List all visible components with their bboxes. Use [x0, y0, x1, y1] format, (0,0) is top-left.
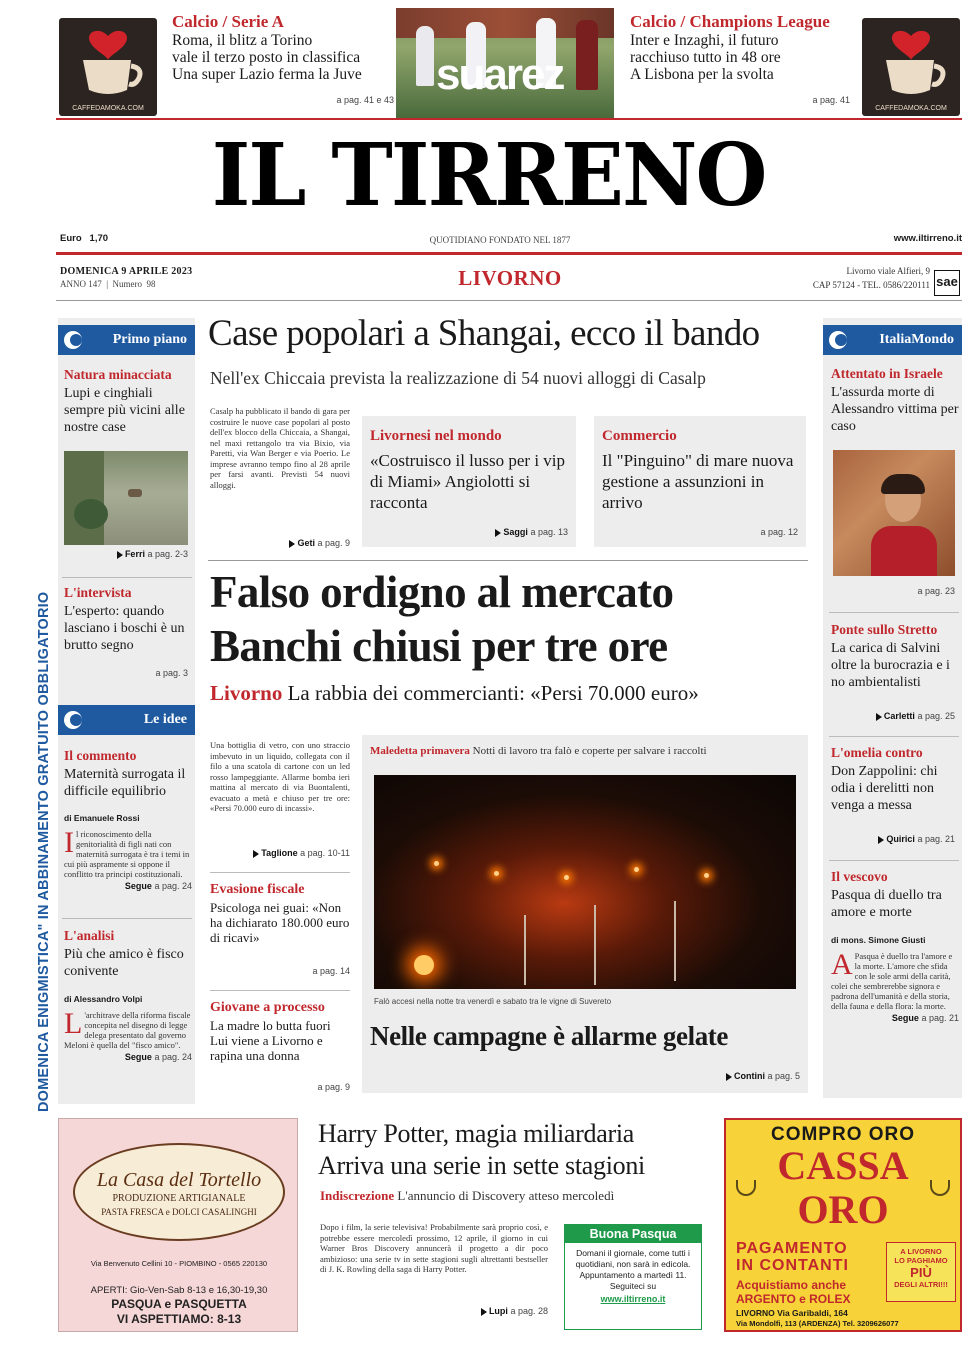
masthead-bottom-rule: [56, 300, 962, 301]
sport-story-right[interactable]: [630, 12, 850, 105]
divider: [829, 612, 959, 613]
box-livornesi[interactable]: [362, 416, 576, 547]
story-line: Inter e Inzaghi, il futuro: [630, 32, 779, 49]
ad-line: PRODUZIONE ARTIGIANALE: [112, 1193, 246, 1204]
right-story-ponte[interactable]: [831, 622, 959, 691]
story-text: «Costruisco il lusso per i vip di Miami» Angiolotti si racconta: [370, 451, 566, 512]
section-dot-icon: [64, 331, 82, 349]
page-ref: a pag. 23: [917, 586, 955, 596]
story-line: Una super Lazio ferma la Juve: [172, 66, 362, 83]
author: di Alessandro Volpi: [64, 994, 143, 1004]
logo-caption: CAFFEDAMOKA.COM: [72, 105, 144, 112]
page-ref: Ferri a pag. 2-3: [64, 549, 188, 559]
page-ref: a pag. 41 e 43: [336, 95, 394, 105]
story-kicker: L'analisi: [64, 928, 115, 943]
divider: [210, 872, 350, 873]
story-text: L'esperto: quando lasciano i boschi è un brutto segno: [64, 604, 185, 653]
portrait-photo: [833, 450, 955, 576]
section-dot-icon: [829, 331, 847, 349]
section-dot-icon: [64, 711, 82, 729]
address-2: CAP 57124 - TEL. 0586/220111: [812, 280, 930, 290]
story-text: Maternità surrogata il difficile equilibrio: [64, 767, 186, 799]
story-kicker: Il vescovo: [831, 869, 888, 884]
story-text: Più che amico è fisco conivente: [64, 947, 184, 979]
photo-caption: Falò accesi nella notte tra venerdì e sabato tra le vigne di Suvereto: [374, 997, 612, 1006]
photo-story-box[interactable]: [362, 735, 808, 1093]
page-ref: Quirici a pag. 21: [833, 834, 955, 844]
ad-hours: APERTI: Gio-Ven-Sab 8-13 e 16,30-19,30: [90, 1285, 268, 1296]
caffe-logo-left[interactable]: [59, 18, 157, 116]
sub-text: La rabbia dei commercianti: «Persi 70.000 euro»: [287, 681, 699, 705]
ad-casa-del-tortello[interactable]: [58, 1118, 298, 1332]
ad-address: Via Benvenuto Cellini 10 - PIOMBINO - 0565 220130: [90, 1259, 268, 1268]
tab-label: Primo piano: [112, 332, 187, 347]
story-line: A Lisbona per la svolta: [630, 66, 774, 83]
ad-line: PASTA FRESCA e DOLCI CASALINGHI: [101, 1207, 257, 1217]
box-commercio[interactable]: [594, 416, 806, 547]
ad-pay-1: PAGAMENTO: [736, 1240, 848, 1257]
story-line: racchiuso tutto in 48 ore: [630, 49, 781, 66]
ad-oval: [73, 1143, 285, 1241]
ad-address-2: Via Mondolfi, 113 (ARDENZA) Tel. 3209626077: [736, 1319, 899, 1328]
right-story-vescovo[interactable]: [831, 869, 959, 1023]
lead-subheadline: Nell'ex Chiccaia prevista la realizzazione di 54 nuovi alloggi di Casalp: [210, 368, 706, 388]
main-subheadline: [210, 680, 820, 706]
photo-kicker-line: Maledetta primavera Notti di lavoro tra falò e coperte per salvare i raccolti: [370, 745, 707, 757]
hp-body: Dopo i film, la serie televisiva! Probabilmente sarà proprio così, e potrebbe essere mercoledì prossimo, 12 aprile, il giorno in cui Warner Bros Discovery annuncerà il progetto a dir poco ambizioso: una serie tv in sette stagioni sugli altrettanti bestseller di J. K. Rowling della saga di Harry Potter.: [320, 1222, 548, 1274]
coffee-cup-icon: [862, 24, 960, 104]
story-processo[interactable]: [210, 1000, 350, 1063]
ad-title: La Casa del Tortello: [96, 1169, 262, 1191]
author: di mons. Simone Giusti: [831, 935, 926, 945]
logo-caption: CAFFEDAMOKA.COM: [875, 105, 947, 112]
vertical-promo-banner: DOMENICA ENIGMISTICA" IN ABBINAMENTO GRATUITO OBBLIGATORIO: [36, 591, 52, 1112]
story-kicker: Evasione fiscale: [210, 882, 305, 897]
tab-label: Le idee: [143, 712, 187, 727]
tab-italiamondo[interactable]: [823, 325, 962, 355]
story-kicker: Livornesi nel mondo: [370, 428, 502, 444]
story-kicker: Il commento: [64, 748, 137, 763]
photo-banner-text: suarez: [436, 50, 564, 99]
sport-story-left[interactable]: [172, 12, 394, 105]
left-story-intervista[interactable]: [64, 585, 192, 654]
story-text: Pasqua di duello tra amore e morte: [831, 888, 942, 920]
hp-subheadline: [320, 1188, 720, 1204]
page-ref: a pag. 3: [155, 668, 188, 678]
arrow-icon: [117, 551, 123, 559]
sub-text: L'annuncio di Discovery atteso mercoledì: [397, 1188, 615, 1203]
story-line: Roma, il blitz a Torino: [172, 32, 313, 49]
wolf-photo: [64, 451, 188, 545]
story-kicker: L'omelia contro: [831, 745, 923, 760]
website-link[interactable]: www.iltirreno.it: [893, 233, 962, 244]
ad-oro: ORO: [797, 1187, 889, 1232]
lead-headline[interactable]: Case popolari a Shangai, ecco il bando: [208, 313, 760, 354]
story-body: Il riconoscimento della genitorialità di figli nati con maternità surrogata è tra i temi in cui più aspramente si oppone il conflitto tra principi costituzionali.: [64, 826, 190, 879]
page-ref: a pag. 9: [317, 1082, 350, 1092]
ad-pay-2: IN CONTANTI: [736, 1257, 849, 1274]
box-link[interactable]: www.iltirreno.it: [600, 1294, 666, 1304]
top-strip: [56, 8, 962, 120]
left-story-analisi[interactable]: [64, 928, 192, 1062]
page-ref: a pag. 14: [312, 966, 350, 976]
hp-headline-2[interactable]: Arriva una serie in sette stagioni: [318, 1151, 645, 1180]
story-kicker: Commercio: [602, 428, 677, 444]
page-ref: Segue a pag. 21: [891, 1013, 959, 1023]
story-body: A Pasqua è duello tra l'amore e la morte. L'amore che sfida con le sole armi della carità, colei che sembrerebbe signora e padrona dell'umanità e della storia, della fauna e della flora: la morte.: [831, 948, 953, 1011]
main-body: Una bottiglia di vetro, con uno straccio imbevuto in un liquido, collegata con il filo a una scatola di cartone con un led rosso lampeggiante. Allarme bomba ieri mattina al mercato di via Buontalenti, evacuato a metà e chiuso per tre ore: «Persi 70.000 euro di incassi».: [210, 740, 350, 813]
ad-top: COMPRO ORO: [770, 1124, 916, 1145]
masthead-red-rule: [56, 252, 962, 255]
divider: [829, 736, 959, 737]
page-ref: Segue a pag. 24: [124, 1052, 192, 1062]
page-ref: a pag. 12: [760, 527, 798, 537]
coffee-cup-icon: [59, 24, 157, 104]
tab-primo-piano[interactable]: [58, 325, 195, 355]
divider: [829, 860, 959, 861]
sae-logo: sae: [934, 270, 960, 296]
ad-buy-2: ARGENTO e ROLEX: [736, 1292, 851, 1306]
divider: [62, 577, 192, 578]
ad-easter: PASQUA e PASQUETTA: [111, 1297, 247, 1311]
football-photo: [396, 8, 614, 118]
sub-kicker: Indiscrezione: [320, 1188, 395, 1203]
story-kicker: Calcio / Champions League: [630, 12, 830, 31]
edition-label: LIVORNO: [458, 266, 562, 290]
story-text: L'assurda morte di Alessandro vittima per caso: [831, 385, 959, 434]
page-ref: Saggi a pag. 13: [495, 527, 568, 537]
box-body: Domani il giornale, come tutti i quotidiani, non sarà in edicola. Appuntamento a martedì 11. Seguiteci su: [575, 1248, 691, 1291]
story-text: Il "Pinguino" di mare nuova gestione a assunzioni in arrivo: [602, 451, 794, 512]
divider: [210, 990, 350, 991]
ad-wait: VI ASPETTIAMO: 8-13: [116, 1312, 242, 1326]
story-kicker: Giovane a processo: [210, 1000, 325, 1015]
story-kicker: Calcio / Serie A: [172, 12, 284, 31]
story-text: Lupi e cinghiali sempre più vicini alle nostre case: [64, 386, 185, 435]
caffe-logo-right[interactable]: [862, 18, 960, 116]
page-ref: a pag. 41: [812, 95, 850, 105]
sub-kicker: Livorno: [210, 681, 283, 705]
buona-pasqua-box[interactable]: [564, 1224, 702, 1330]
photo-headline[interactable]: Nelle campagne è allarme gelate: [370, 1021, 728, 1051]
ad-badge: A LIVORNO LO PAGHIAMO PIÙ DEGLI ALTRI!!!: [886, 1242, 956, 1302]
ad-cassa: CASSA: [777, 1143, 909, 1188]
tab-le-idee[interactable]: [58, 705, 195, 735]
page-ref: Geti a pag. 9: [210, 538, 350, 548]
lead-body: Casalp ha pubblicato il bando di gara per costruire le nuove case popolari al posto dell'ex blocco della Chiccaia, a Shangai, nel maxi rettangolo tra via Bixio, via Paretti, via Wan Berger e via Poerio. Le imprese avranno tempo fino al 28 aprile per farsi avanti. Previsti 54 nuovi alloggi.: [210, 406, 350, 490]
story-text: Psicologa nei guai: «Non ha dichiarato 180.000 euro di ricavi»: [210, 900, 350, 945]
story-evasione[interactable]: [210, 882, 350, 945]
left-story-commento[interactable]: [64, 748, 192, 891]
price: Euro 1,70: [60, 233, 109, 244]
left-story-natura[interactable]: [64, 367, 192, 436]
story-text: Don Zappolini: chi odia i derelitti non venga a messa: [831, 764, 938, 813]
divider: [62, 918, 192, 919]
main-headline-line1[interactable]: Falso ordigno al mercato: [210, 567, 674, 617]
tagline: QUOTIDIANO FONDATO NEL 1877: [429, 235, 571, 245]
hp-headline-1[interactable]: Harry Potter, magia miliardaria: [318, 1119, 634, 1148]
story-kicker: Attentato in Israele: [831, 366, 943, 381]
page-ref: Taglione a pag. 10-11: [210, 848, 350, 858]
main-headline-line2[interactable]: Banchi chiusi per tre ore: [210, 621, 668, 671]
story-text: La madre lo butta fuori Lui viene a Livorno e rapina una donna: [210, 1018, 331, 1063]
frost-photo: [374, 775, 796, 989]
page-ref: Carletti a pag. 25: [833, 711, 955, 721]
box-title: Buona Pasqua: [565, 1225, 701, 1243]
story-body: L 'architrave della riforma fiscale concepita nel disegno di legge delega presentato dal governo Meloni è quella del "fisco amico".: [64, 1007, 191, 1050]
page-ref: Segue a pag. 24: [124, 881, 192, 891]
page-ref: Contini a pag. 5: [726, 1071, 800, 1081]
ad-buy-1: Acquistiamo anche: [736, 1278, 847, 1292]
right-story-omelia[interactable]: [831, 745, 959, 814]
issue-line: ANNO 147 | Numero 98: [60, 279, 156, 289]
author: di Emanuele Rossi: [64, 813, 140, 823]
story-text: La carica di Salvini oltre la burocrazia e i no ambientalisti: [831, 641, 950, 690]
date-line: DOMENICA 9 APRILE 2023: [60, 266, 193, 277]
ad-cassa-oro[interactable]: [724, 1118, 962, 1332]
ad-address-1: LIVORNO Via Garibaldi, 164: [736, 1308, 848, 1318]
tab-label: ItaliaMondo: [879, 332, 954, 347]
arrow-icon: [289, 540, 295, 548]
story-kicker: Natura minacciata: [64, 367, 172, 382]
page-ref: Lupi a pag. 28: [320, 1306, 548, 1316]
right-story-israele[interactable]: [831, 366, 959, 435]
divider: [208, 560, 808, 561]
story-kicker: Ponte sullo Stretto: [831, 622, 938, 637]
story-line: vale il terzo posto in classifica: [172, 49, 361, 66]
address-1: Livorno viale Alfieri, 9: [846, 266, 930, 276]
story-kicker: L'intervista: [64, 585, 132, 600]
masthead-title[interactable]: IL TIRRENO: [211, 125, 766, 226]
